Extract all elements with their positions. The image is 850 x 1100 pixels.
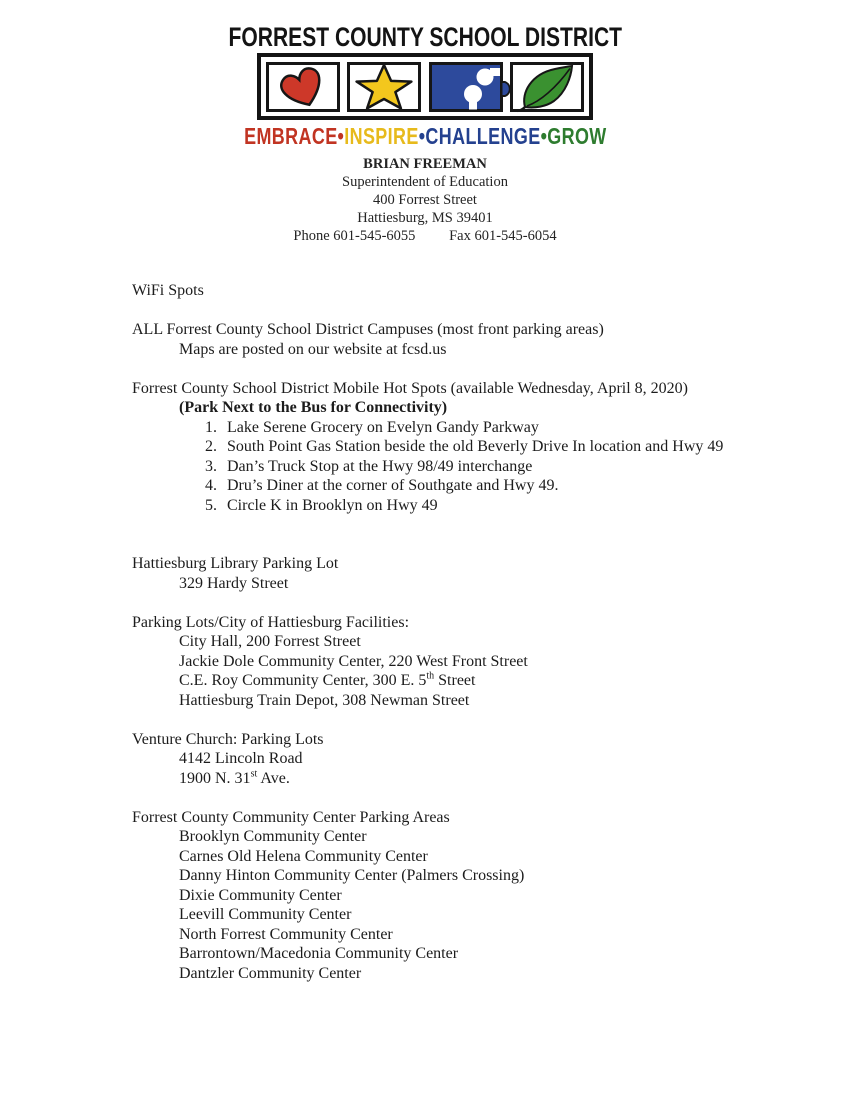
line-text: Barrontown/Macedonia Community Center: [179, 945, 459, 962]
line-text: Dixie Community Center: [179, 886, 342, 904]
doc-line: [179, 886, 810, 906]
tagline-word: INSPIRE: [343, 123, 419, 149]
doc-line: [179, 769, 810, 789]
line-text: Danny Hinton Community Center (Palmers Crossing): [179, 867, 525, 884]
line-text: Hattiesburg Train Depot, 308 Newman Street: [179, 691, 470, 709]
blank-line: [132, 788, 810, 808]
item-number: 1.: [205, 418, 217, 436]
puzzle-piece-icon: [429, 62, 503, 112]
doc-line: [132, 808, 810, 828]
doc-line: [179, 574, 810, 594]
letterhead: [0, 22, 850, 245]
line-text: Street: [434, 672, 476, 689]
line-text: North Forrest Community Center: [179, 925, 393, 943]
tagline-word: CHALLENGE: [425, 123, 541, 149]
blank-line: [132, 301, 810, 321]
doc-line: [179, 964, 810, 984]
doc-line: [132, 613, 810, 633]
phone-number: Phone 601-545-6055: [293, 228, 416, 244]
doc-line: [179, 691, 810, 711]
logo-icon-strip: [257, 53, 593, 120]
line-text: Hattiesburg Library Parking Lot: [132, 555, 339, 572]
document-body: [132, 281, 810, 983]
doc-line: [179, 398, 810, 418]
line-text: Dan’s Truck Stop at the Hwy 98/49 interchange: [227, 457, 533, 475]
blank-line: [132, 593, 810, 613]
line-text: (Park Next to the Bus for Connectivity): [179, 399, 448, 416]
line-text: C.E. Roy Community Center, 300 E. 5: [179, 672, 427, 689]
line-text: Leevill Community Center: [179, 906, 352, 923]
blank-line: [132, 710, 810, 730]
puzzle-keyhole-stem: [469, 99, 477, 110]
line-text: Jackie Dole Community Center, 220 West Front Street: [179, 652, 528, 670]
tagline-word: EMBRACE: [243, 123, 338, 149]
tagline-separator: •: [337, 123, 344, 149]
puzzle-notch-neck: [490, 68, 500, 76]
doc-line: [179, 847, 810, 867]
leaf-icon: [510, 62, 584, 112]
line-text: Circle K in Brooklyn on Hwy 49: [227, 496, 438, 514]
item-number: 2.: [205, 438, 217, 455]
doc-line: [132, 281, 810, 301]
superintendent-name: BRIAN FREEMAN: [363, 156, 487, 172]
doc-line: [132, 379, 810, 399]
ordinal-superscript: st: [250, 768, 258, 780]
doc-line: [132, 730, 810, 750]
district-tagline: [244, 123, 606, 149]
line-text: Maps are posted on our website at fcsd.us: [179, 340, 447, 358]
line-text: ALL Forrest County School District Campuses (most front parking areas): [132, 321, 604, 338]
item-number: 3.: [205, 457, 217, 475]
line-text: City Hall, 200 Forrest Street: [179, 633, 361, 650]
doc-line: [179, 827, 810, 847]
doc-line: [179, 944, 810, 964]
doc-line: [179, 749, 810, 769]
doc-line: [179, 340, 810, 360]
blank-line: [132, 515, 810, 535]
numbered-item: [205, 496, 810, 516]
fax-number: Fax 601-545-6054: [449, 228, 557, 244]
line-text: South Point Gas Station beside the old Beverly Drive In location and Hwy 49: [227, 438, 724, 455]
line-text: Ave.: [257, 769, 290, 787]
numbered-item: [205, 437, 810, 457]
doc-line: [132, 320, 810, 340]
line-text: Carnes Old Helena Community Center: [179, 847, 428, 865]
line-text: 4142 Lincoln Road: [179, 750, 303, 767]
line-text: Forrest County School District Mobile Hot Spots (available Wednesday, April 8, 2020): [132, 379, 688, 397]
doc-line: [132, 554, 810, 574]
line-text: 1900 N. 31: [179, 769, 251, 787]
line-text: Dantzler Community Center: [179, 964, 362, 982]
doc-line: [179, 905, 810, 925]
item-number: 5.: [205, 496, 217, 514]
ordinal-superscript: th: [426, 670, 435, 682]
numbered-item: [205, 418, 810, 438]
line-text: WiFi Spots: [132, 282, 204, 299]
city-state-zip: Hattiesburg, MS 39401: [357, 210, 493, 226]
star-icon: [347, 62, 421, 112]
district-name: FORREST COUNTY SCHOOL DISTRICT: [228, 22, 622, 52]
heart-icon: [266, 62, 340, 112]
street-address: 400 Forrest Street: [373, 192, 477, 208]
line-text: Parking Lots/City of Hattiesburg Facilities:: [132, 613, 410, 631]
tagline-word: GROW: [546, 123, 607, 149]
phone-fax-line: [0, 227, 850, 245]
line-text: Dru’s Diner at the corner of Southgate and Hwy 49.: [227, 477, 559, 494]
line-text: 329 Hardy Street: [179, 574, 289, 592]
blank-line: [132, 359, 810, 379]
line-text: Brooklyn Community Center: [179, 828, 367, 845]
tagline-separator: •: [418, 123, 426, 149]
doc-line: [179, 652, 810, 672]
doc-line: [179, 925, 810, 945]
superintendent-title: Superintendent of Education: [342, 174, 508, 190]
tagline-row: [0, 123, 850, 149]
blank-line: [132, 535, 810, 555]
contact-block: [0, 155, 850, 245]
numbered-item: [205, 457, 810, 477]
puzzle-tab: [501, 82, 509, 96]
logo: [0, 22, 850, 52]
line-text: Forrest County Community Center Parking Areas: [132, 808, 450, 826]
doc-line: [179, 866, 810, 886]
item-number: 4.: [205, 477, 217, 494]
tagline-separator: •: [540, 123, 547, 149]
numbered-item: [205, 476, 810, 496]
doc-line: [179, 632, 810, 652]
line-text: Lake Serene Grocery on Evelyn Gandy Parkway: [227, 418, 539, 436]
doc-line: [179, 671, 810, 691]
line-text: Venture Church: Parking Lots: [132, 730, 324, 748]
